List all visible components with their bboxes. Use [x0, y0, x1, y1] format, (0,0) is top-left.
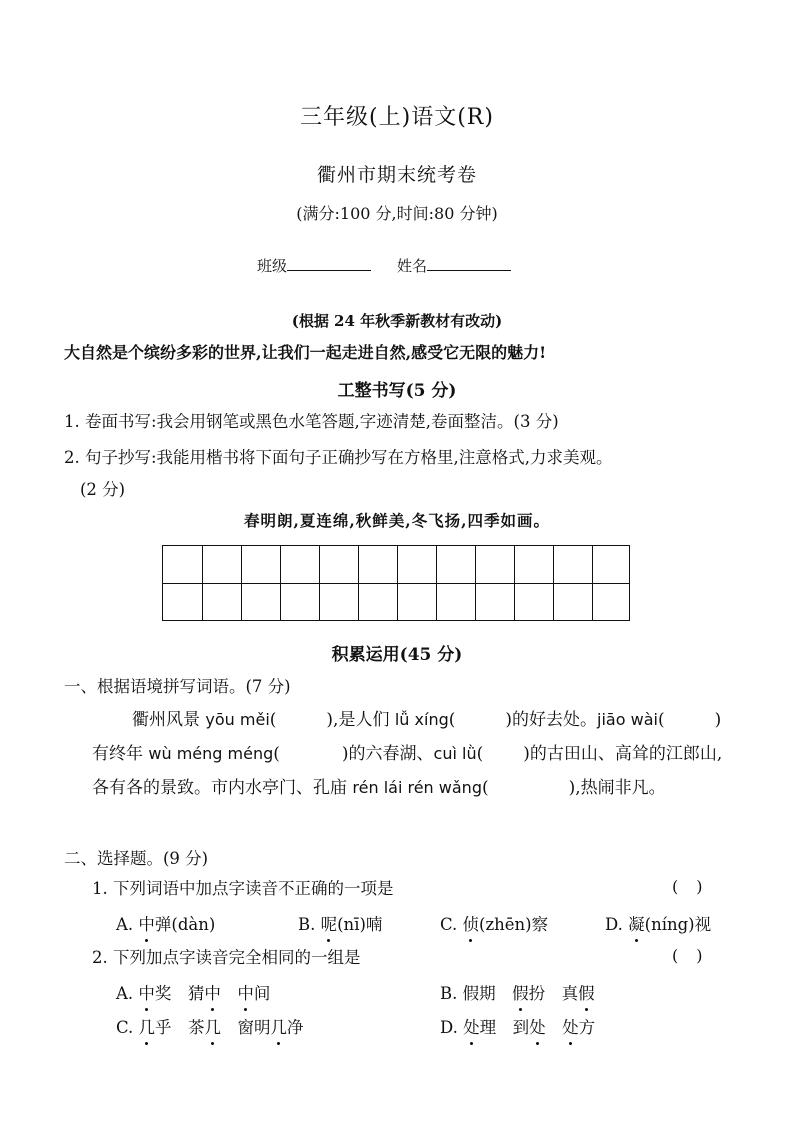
option-1c[interactable]: C. 侦(zhēn)察 [440, 911, 548, 935]
option-1a[interactable]: A. 中弹(dàn) [116, 911, 215, 935]
option-2d[interactable]: D. 处理 到处 处方 [440, 1014, 595, 1038]
grid-col-line [553, 546, 554, 620]
option-2c[interactable]: C. 几乎 茶几 窗明几净 [116, 1014, 304, 1038]
grid-col-line [358, 546, 359, 620]
grid-col-line [280, 546, 281, 620]
pinyin-wu-meng-meng: wù méng méng [148, 744, 274, 763]
class-field[interactable] [287, 256, 371, 271]
pinyin-cui-lv: cuì lǜ [433, 744, 477, 763]
question-2-score: (2 分) [80, 480, 126, 499]
part-1-heading: 一、根据语境拼写词语。(7 分) [64, 677, 291, 696]
intro-text: 大自然是个缤纷多彩的世界,让我们一起走进自然,感受它无限的魅力! [64, 343, 547, 362]
exam-meta: (满分:100 分,时间:80 分钟) [296, 204, 498, 223]
pinyin-ren-lai-ren-wang: rén lái rén wǎng [352, 778, 482, 797]
choice-question-1: 1. 下列词语中加点字读音不正确的一项是 [92, 879, 394, 898]
grid-col-line [241, 546, 242, 620]
answer-bracket-2[interactable]: () [672, 946, 721, 965]
question-2: 2. 句子抄写:我能用楷书将下面句子正确抄写在方格里,注意格式,力求美观。 [64, 448, 613, 467]
copy-sentence: 春明朗,夏连绵,秋鲜美,冬飞扬,四季如画。 [243, 511, 551, 530]
writing-grid[interactable] [162, 545, 630, 621]
part-2-heading: 二、选择题。(9 分) [64, 849, 209, 868]
option-1b[interactable]: B. 呢(nī)喃 [298, 911, 382, 935]
page-title: 三年级(上)语文(R) [300, 105, 494, 130]
grid-col-line [514, 546, 515, 620]
name-label: 姓名 [397, 257, 428, 275]
pinyin-jiao-wai: jiāo wài [597, 710, 658, 729]
section-handwriting-heading: 工整书写(5 分) [337, 381, 457, 401]
answer-bracket-1[interactable]: () [672, 877, 721, 896]
pinyin-you-mei: yōu měi [205, 710, 270, 729]
grid-col-line [397, 546, 398, 620]
question-1: 1. 卷面书写:我会用钢笔或黑色水笔答题,字迹清楚,卷面整洁。(3 分) [64, 412, 559, 431]
grid-col-line [436, 546, 437, 620]
option-2a[interactable]: A. 中奖 猜中 中间 [116, 980, 270, 1004]
student-fields [0, 255, 794, 276]
grid-col-line [202, 546, 203, 620]
class-label: 班级 [256, 257, 287, 275]
revision-note: (根据 24 年秋季新教材有改动) [291, 312, 503, 330]
pinyin-passage: 衢州风景 yōu měi( ),是人们 lǚ xíng( )的好去处。jiāo wài( )有终年 wù méng méng( )的六春湖、cuì lǜ( )的古田山、高耸的江郎山,各有各的景致。市内水亭门、孔庙 rén lái rén wǎng( ),热闹非凡。 [92, 710, 723, 798]
exam-subtitle: 衢州市期末统考卷 [316, 164, 477, 186]
section-accumulation-heading: 积累运用(45 分) [331, 645, 463, 665]
pinyin-lv-xing: lǚ xíng [394, 710, 449, 729]
name-field[interactable] [427, 256, 511, 271]
grid-row-divider [163, 583, 629, 584]
option-2b[interactable]: B. 假期 假扮 真假 [440, 980, 595, 1004]
option-1d[interactable]: D. 凝(níng)视 [605, 911, 711, 935]
grid-col-line [592, 546, 593, 620]
choice-question-2: 2. 下列加点字读音完全相同的一组是 [92, 948, 361, 967]
grid-col-line [319, 546, 320, 620]
grid-col-line [475, 546, 476, 620]
